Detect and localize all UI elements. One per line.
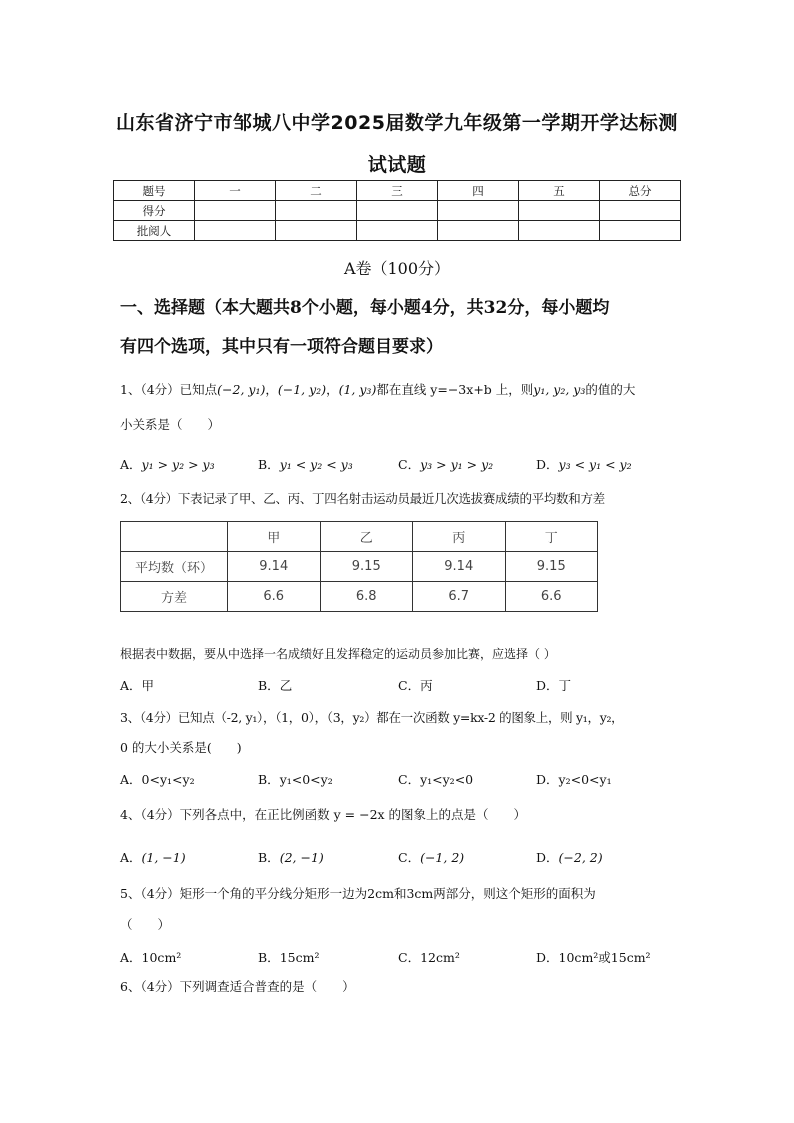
- score-table: [113, 180, 681, 241]
- data-cell: 6.7: [413, 582, 506, 612]
- question-3-stem-line2: 0 的大小关系是( ): [120, 740, 242, 755]
- question-5-option-d[interactable]: D．10cm²或15cm²: [536, 950, 651, 965]
- question-5-option-a[interactable]: A．10cm²: [120, 950, 182, 965]
- question-2-option-c[interactable]: C．丙: [398, 678, 433, 693]
- score-cell: [357, 221, 438, 241]
- question-5-option-b[interactable]: B．15cm²: [258, 950, 320, 965]
- score-header-cell: 二: [276, 181, 357, 201]
- question-4-option-c[interactable]: C．(−1, 2): [398, 850, 465, 865]
- section-one-heading-line2: 有四个选项，其中只有一项符合题目要求）: [120, 337, 443, 357]
- data-row-label: 方差: [121, 582, 228, 612]
- page-title-line1: 山东省济宁市邹城八中学2025届数学九年级第一学期开学达标测: [116, 112, 678, 134]
- score-header-cell: 五: [519, 181, 600, 201]
- score-cell: [438, 221, 519, 241]
- data-cell: 9.15: [320, 552, 413, 582]
- score-cell: [276, 201, 357, 221]
- data-header-cell: 丁: [505, 522, 598, 552]
- score-cell: [519, 201, 600, 221]
- section-a-title: A卷（100分）: [343, 259, 451, 278]
- data-header-cell: 甲: [228, 522, 321, 552]
- data-header-cell: 丙: [413, 522, 506, 552]
- score-row-label: 批阅人: [114, 221, 195, 241]
- score-cell: [195, 201, 276, 221]
- question-1-stem-line2: 小关系是（ ）: [120, 417, 221, 432]
- score-cell: [357, 201, 438, 221]
- question-2-question: 根据表中数据，要从中选择一名成绩好且发挥稳定的运动员参加比赛，应选择（ ）: [120, 647, 556, 661]
- data-cell: 6.6: [228, 582, 321, 612]
- data-table-row: [121, 552, 598, 582]
- question-2-option-b[interactable]: B．乙: [258, 678, 293, 693]
- data-cell: 9.14: [228, 552, 321, 582]
- section-one-heading-line1: 一、选择题（本大题共8个小题，每小题4分，共32分，每小题均: [120, 298, 610, 318]
- question-1-stem: 1、（4分）已知点(−2, y₁)，(−1, y₂)，(1, y₃)都在直线 y=−3x+b 上，则y₁, y₂, y₃的值的大: [120, 382, 636, 397]
- data-cell: 6.8: [320, 582, 413, 612]
- score-cell: [276, 221, 357, 241]
- score-header-cell: 四: [438, 181, 519, 201]
- data-cell: 9.14: [413, 552, 506, 582]
- question-5-stem-line2: （ ）: [120, 917, 171, 932]
- question-1-option-d[interactable]: D．y₃ < y₁ < y₂: [536, 457, 632, 472]
- score-cell: [438, 201, 519, 221]
- score-table-row: [114, 201, 681, 221]
- data-header-cell: 乙: [320, 522, 413, 552]
- data-table-header-row: [121, 522, 598, 552]
- question-2-option-d[interactable]: D．丁: [536, 678, 572, 693]
- data-row-label: 平均数（环）: [121, 552, 228, 582]
- question-4-stem: 4、（4分）下列各点中，在正比例函数 y = −2x 的图象上的点是（ ）: [120, 807, 527, 822]
- score-row-label: 得分: [114, 201, 195, 221]
- question-4-option-a[interactable]: A．(1, −1): [120, 850, 186, 865]
- score-header-cell: 三: [357, 181, 438, 201]
- score-cell: [519, 221, 600, 241]
- score-cell: [195, 221, 276, 241]
- data-table-row: [121, 582, 598, 612]
- question-3-option-a[interactable]: A．0<y₁<y₂: [120, 772, 195, 787]
- question-3-option-b[interactable]: B．y₁<0<y₂: [258, 772, 333, 787]
- question-4-option-d[interactable]: D．(−2, 2): [536, 850, 603, 865]
- question-2-stem: 2、（4分）下表记录了甲、乙、丙、丁四名射击运动员最近几次选拔赛成绩的平均数和方差: [120, 491, 605, 506]
- data-header-cell: [121, 522, 228, 552]
- score-header-cell: 题号: [114, 181, 195, 201]
- shooting-data-table: [120, 521, 598, 612]
- score-table-row: [114, 221, 681, 241]
- question-4-option-b[interactable]: B．(2, −1): [258, 850, 324, 865]
- score-cell: [600, 201, 681, 221]
- question-3-option-d[interactable]: D．y₂<0<y₁: [536, 772, 612, 787]
- data-cell: 9.15: [505, 552, 598, 582]
- score-cell: [600, 221, 681, 241]
- question-2-option-a[interactable]: A．甲: [120, 678, 155, 693]
- data-cell: 6.6: [505, 582, 598, 612]
- question-1-option-c[interactable]: C．y₃ > y₁ > y₂: [398, 457, 494, 472]
- question-3-option-c[interactable]: C．y₁<y₂<0: [398, 772, 474, 787]
- question-5-stem: 5、（4分）矩形一个角的平分线分矩形一边为2cm和3cm两部分，则这个矩形的面积为: [120, 886, 596, 901]
- question-1-option-b[interactable]: B．y₁ < y₂ < y₃: [258, 457, 353, 472]
- page-title-line2: 试试题: [367, 154, 427, 176]
- score-header-cell: 总分: [600, 181, 681, 201]
- question-5-option-c[interactable]: C．12cm²: [398, 950, 460, 965]
- question-6-stem: 6、（4分）下列调查适合普查的是（ ）: [120, 979, 355, 994]
- question-3-stem: 3、（4分）已知点（-2, y₁），（1，0），（3，y₂）都在一次函数 y=kx-2 的图象上，则 y₁，y₂，: [120, 710, 624, 725]
- question-1-option-a[interactable]: A．y₁ > y₂ > y₃: [120, 457, 215, 472]
- score-table-header-row: [114, 181, 681, 201]
- score-header-cell: 一: [195, 181, 276, 201]
